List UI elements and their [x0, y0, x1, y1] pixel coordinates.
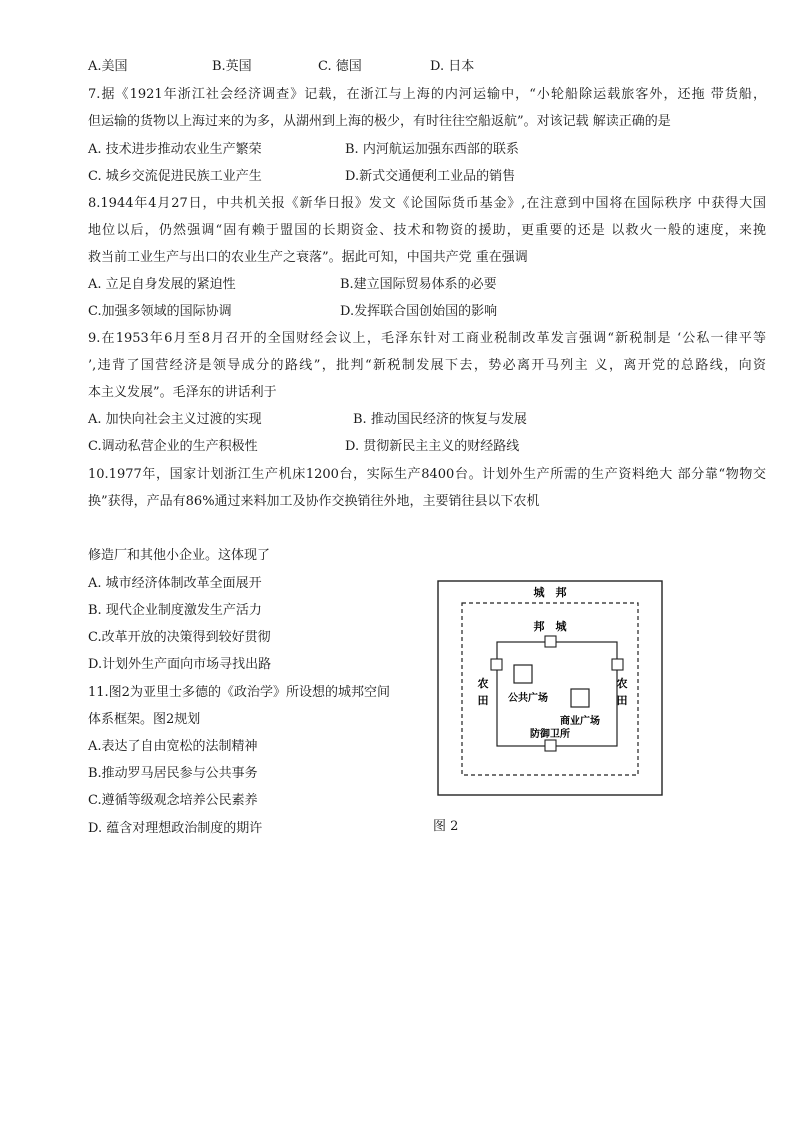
q8-option-b: B.建立国际贸易体系的必要	[340, 277, 497, 292]
q10-stem-line-3: 修造厂和其他小企业。这体现了	[88, 548, 271, 563]
east-gate	[612, 659, 623, 670]
q7-option-c: C. 城乡交流促进民族工业产生	[88, 169, 262, 184]
farm-right-2: 田	[616, 694, 628, 707]
q8-option-d: D.发挥联合国创始国的影响	[340, 304, 498, 319]
outer-label: 城 邦	[533, 586, 567, 599]
farm-left-1: 农	[477, 677, 489, 690]
q8-stem-line-2: 地位以后，仍然强调“固有赖于盟国的长期资金、技术和物资的援助，更重要的还是 以救火一般的速度，来挽	[88, 223, 766, 238]
q11-stem-line-2: 体系框架。图2规划	[88, 712, 201, 727]
public-square-label: 公共广场	[508, 693, 548, 704]
q7-option-b: B. 内河航运加强东西部的联系	[345, 142, 519, 157]
inner-label: 邦 城	[533, 620, 567, 633]
q10-stem-line-1: 10.1977年，国家计划浙江生产机床1200台，实际生产8400台。计划外生产所需的生产资料绝大 部分靠“物物交	[88, 467, 766, 482]
q6-option-a: A.美国	[88, 59, 128, 74]
q6-option-b: B.英国	[212, 59, 252, 74]
q11-option-a: A.表达了自由宽松的法制精神	[88, 739, 258, 754]
q7-stem-line-1: 7.据《1921年浙江社会经济调查》记载，在浙江与上海的内河运输中，“小轮船除运载旅客外，还拖 带货船，	[88, 87, 766, 102]
q11-option-d: D. 蕴含对理想政治制度的期许	[88, 821, 263, 836]
q10-option-c: C.改革开放的决策得到较好贯彻	[88, 630, 271, 645]
q8-option-a: A. 立足自身发展的紧迫性	[88, 277, 236, 292]
figure-caption: 图 2	[433, 819, 459, 834]
q7-stem-line-2: 但运输的货物以上海过来的为多，从湖州到上海的极少，有时往往空船返航”。对该记载 解读正确的是	[88, 114, 671, 129]
commercial-square-marker	[571, 689, 589, 707]
farm-left-2: 田	[477, 694, 489, 707]
q10-option-b: B. 现代企业制度激发生产活力	[88, 603, 262, 618]
q9-option-a: A. 加快向社会主义过渡的实现	[88, 412, 262, 427]
q10-stem-line-2: 换”获得，产品有86%通过来料加工及协作交换销往外地，主要销往县以下农机	[88, 494, 540, 509]
q11-option-c: C.遵循等级观念培养公民素养	[88, 793, 258, 808]
q9-stem-line-3: 本主义发展”。毛泽东的讲话利于	[88, 385, 277, 400]
west-gate	[491, 659, 502, 670]
city-state-diagram	[437, 580, 663, 796]
q9-option-b: B. 推动国民经济的恢复与发展	[353, 412, 527, 427]
farm-right-1: 农	[616, 677, 628, 690]
q10-option-a: A. 城市经济体制改革全面展开	[88, 576, 262, 591]
q11-option-b: B.推动罗马居民参与公共事务	[88, 766, 258, 781]
defense-post-label: 防御卫所	[530, 729, 570, 740]
q8-stem-line-1: 8.1944年4月27日，中共机关报《新华日报》发文《论国际货币基金》,在注意到中国将在国际秩序 中获得大国	[88, 196, 766, 211]
q9-stem-line-2: ’,违背了国营经济是领导成分的路线”，批判“新税制发展下去，势必离开马列主 义，离开党的总路线，向资	[88, 358, 766, 373]
q9-option-c: C.调动私营企业的生产积极性	[88, 439, 258, 454]
q8-stem-line-3: 救当前工业生产与出口的农业生产之衰落”。据此可知，中国共产党 重在强调	[88, 250, 528, 265]
q9-option-d: D. 贯彻新民主主义的财经路线	[345, 439, 520, 454]
q9-stem-line-1: 9.在1953年6月至8月召开的全国财经会议上，毛泽东针对工商业税制改革发言强调“新税制是 ‘公私一律平等	[88, 331, 766, 346]
q6-option-c: C. 德国	[318, 59, 362, 74]
public-square-marker	[514, 665, 532, 683]
q6-option-d: D. 日本	[430, 59, 475, 74]
south-gate	[545, 740, 556, 751]
q7-option-d: D.新式交通便利工业品的销售	[345, 169, 516, 184]
q8-option-c: C.加强多领域的国际协调	[88, 304, 232, 319]
q11-stem-line-1: 11.图2为亚里士多德的《政治学》所设想的城邦空间	[88, 685, 390, 700]
q7-option-a: A. 技术进步推动农业生产繁荣	[88, 142, 262, 157]
north-gate	[545, 636, 556, 647]
commercial-square-label: 商业广场	[560, 716, 600, 727]
q10-option-d: D.计划外生产面向市场寻找出路	[88, 657, 272, 672]
outer-boundary	[438, 581, 662, 795]
